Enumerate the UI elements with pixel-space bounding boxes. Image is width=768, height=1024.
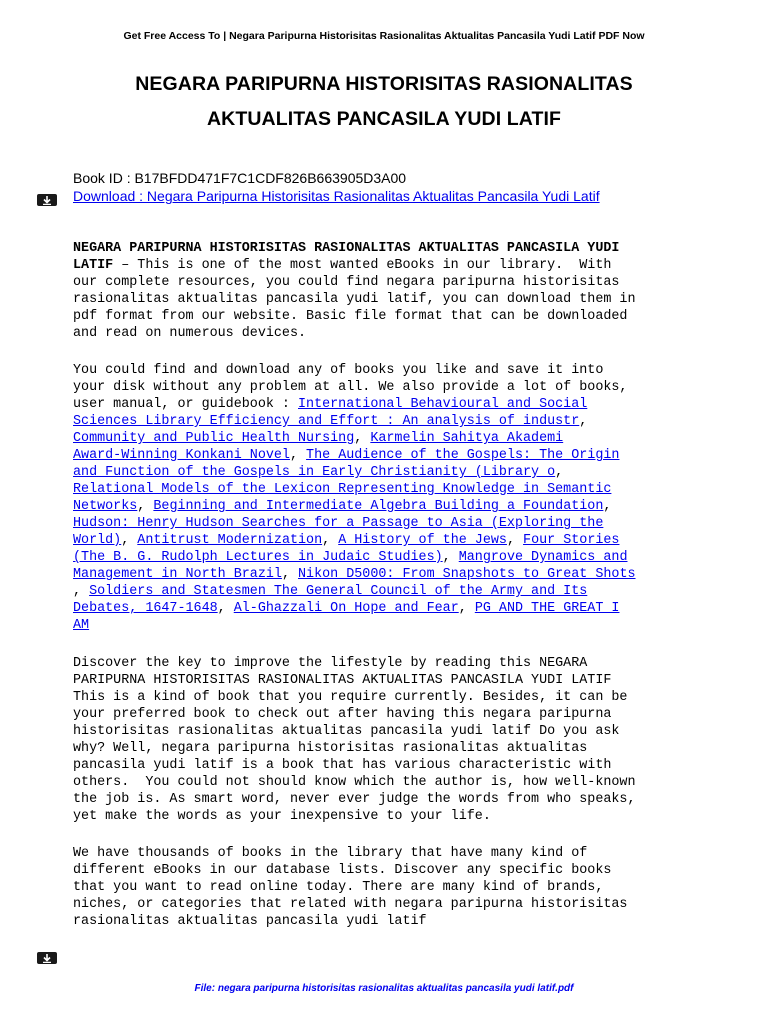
book-link[interactable]: AM [73, 618, 90, 633]
book-id: Book ID : B17BFDD471F7C1CDF826B663905D3A00 [73, 170, 407, 186]
book-link[interactable]: Networks [73, 499, 138, 514]
book-link[interactable]: World) [73, 533, 122, 548]
download-icon[interactable] [37, 952, 57, 964]
top-banner: Get Free Access To | Negara Paripurna Historisitas Rasionalitas Aktualitas Pancasila Yudi Latif PDF Now [123, 30, 645, 42]
book-link[interactable]: Antitrust Modernization [137, 533, 323, 548]
intro-line: and read on numerous devices. [73, 326, 307, 341]
paragraph-line: We have thousands of books in the library that have many kind of [73, 846, 588, 861]
download-icon[interactable] [37, 194, 57, 206]
intro-paragraph [73, 240, 733, 342]
related-books-paragraph: You could find and download any of books you like and save it into your disk without any problem at all. We also provide a lot of books, user manual, or guidebook : International Behavioural and Social Sciences Library Efficiency and Effort : An analysis of industr, Community and Public Health Nursing, Karmelin Sahitya Akademi Award-Winning Konkani Novel, The Audience of the Gospels: The Origin and Function of the Gospels in Early Christianity (Library o, Relational Models of the Lexicon Representing Knowledge in Semantic Networks, Beginning and Intermediate Algebra Building a Foundation, Hudson: Henry Hudson Searches for a Passage to Asia (Exploring the World), Antitrust Modernization, A History of the Jews, Four Stories (The B. G. Rudolph Lectures in Judaic Studies), Mangrove Dynamics and Management in North Brazil, Nikon D5000: From Snapshots to Great Shots , Soldiers and Statesmen The General Council of the Army and Its Debates, 1647-1648, Al-Ghazzali On Hope and Fear, PG AND THE GREAT I AM [73, 363, 636, 633]
book-link[interactable]: and Function of the Gospels in Early Christianity (Library o [73, 465, 556, 480]
paragraph-line: user manual, or guidebook : [73, 397, 298, 412]
paragraph-line: historisitas rasionalitas aktualitas pancasila yudi latif Do you ask [73, 724, 620, 739]
paragraph-line: PARIPURNA HISTORISITAS RASIONALITAS AKTUALITAS PANCASILA YUDI LATIF [73, 673, 612, 688]
paragraph-line: the job is. As smart word, never ever judge the words from who speaks, [73, 792, 636, 807]
file-footer: File: negara paripurna historisitas rasionalitas aktualitas pancasila yudi latif.pdf [194, 983, 574, 994]
paragraph-line: rasionalitas aktualitas pancasila yudi latif [73, 914, 427, 929]
book-link[interactable]: Award-Winning Konkani Novel [73, 448, 290, 463]
book-link[interactable]: Community and Public Health Nursing [73, 431, 355, 446]
book-link[interactable]: PG AND THE GREAT I [474, 601, 620, 616]
paragraph-line: Discover the key to improve the lifestyle by reading this NEGARA [73, 656, 588, 671]
library-paragraph [73, 845, 733, 930]
paragraph-line: your preferred book to check out after having this negara paripurna [73, 707, 612, 722]
book-link[interactable]: Four Stories [523, 533, 620, 548]
book-link[interactable]: Soldiers and Statesmen The General Council of the Army and Its [89, 584, 588, 599]
book-link[interactable]: Debates, 1647-1648 [73, 601, 218, 616]
book-link[interactable]: International Behavioural and Social [298, 397, 588, 412]
paragraph-line: others. You could not should know which the author is, how well-known [73, 775, 636, 790]
intro-line: – This is one of the most wanted eBooks in our library. With [113, 258, 612, 273]
book-link[interactable]: Management in North Brazil [73, 567, 282, 582]
intro-bold-title: NEGARA PARIPURNA HISTORISITAS RASIONALITAS AKTUALITAS PANCASILA YUDI [73, 241, 620, 256]
paragraph-line: yet make the words as your inexpensive to your life. [73, 809, 491, 824]
book-link[interactable]: Mangrove Dynamics and [458, 550, 628, 565]
paragraph-line: This is a kind of book that you require currently. Besides, it can be [73, 690, 628, 705]
book-link[interactable]: Karmelin Sahitya Akademi [370, 431, 564, 446]
intro-line: rasionalitas aktualitas pancasila yudi latif, you can download them in [73, 292, 636, 307]
book-link[interactable]: Nikon D5000: From Snapshots to Great Shots [298, 567, 636, 582]
book-link[interactable]: Sciences Library Efficiency and Effort : An analysis of industr [73, 414, 580, 429]
paragraph-line: different eBooks in our database lists. Discover any specific books [73, 863, 612, 878]
book-link[interactable]: (The B. G. Rudolph Lectures in Judaic Studies) [73, 550, 443, 565]
document-title-line-1: NEGARA PARIPURNA HISTORISITAS RASIONALITAS [135, 73, 633, 95]
paragraph-line: niches, or categories that related with negara paripurna historisitas [73, 897, 628, 912]
intro-line: our complete resources, you could find negara paripurna historisitas [73, 275, 620, 290]
download-link[interactable]: Download : Negara Paripurna Historisitas Rasionalitas Aktualitas Pancasila Yudi Latif [73, 188, 600, 204]
paragraph-line: pancasila yudi latif is a book that has various characteristic with [73, 758, 612, 773]
book-link[interactable]: Relational Models of the Lexicon Representing Knowledge in Semantic [73, 482, 612, 497]
paragraph-line: that you want to read online today. There are many kind of brands, [73, 880, 604, 895]
book-link[interactable]: Beginning and Intermediate Algebra Building a Foundation [153, 499, 604, 514]
paragraph-line: why? Well, negara paripurna historisitas rasionalitas aktualitas [73, 741, 588, 756]
document-title-line-2: AKTUALITAS PANCASILA YUDI LATIF [206, 108, 562, 130]
paragraph-line: your disk without any problem at all. We also provide a lot of books, [73, 380, 628, 395]
intro-bold-title-end: LATIF [73, 258, 114, 273]
book-link[interactable]: Al-Ghazzali On Hope and Fear [233, 601, 459, 616]
discover-paragraph [73, 655, 733, 825]
book-link[interactable]: Hudson: Henry Hudson Searches for a Passage to Asia (Exploring the [73, 516, 604, 531]
book-link[interactable]: A History of the Jews [338, 533, 507, 548]
paragraph-line: You could find and download any of books you like and save it into [73, 363, 604, 378]
intro-line: pdf format from our website. Basic file format that can be downloaded [73, 309, 628, 324]
book-link[interactable]: The Audience of the Gospels: The Origin [306, 448, 620, 463]
